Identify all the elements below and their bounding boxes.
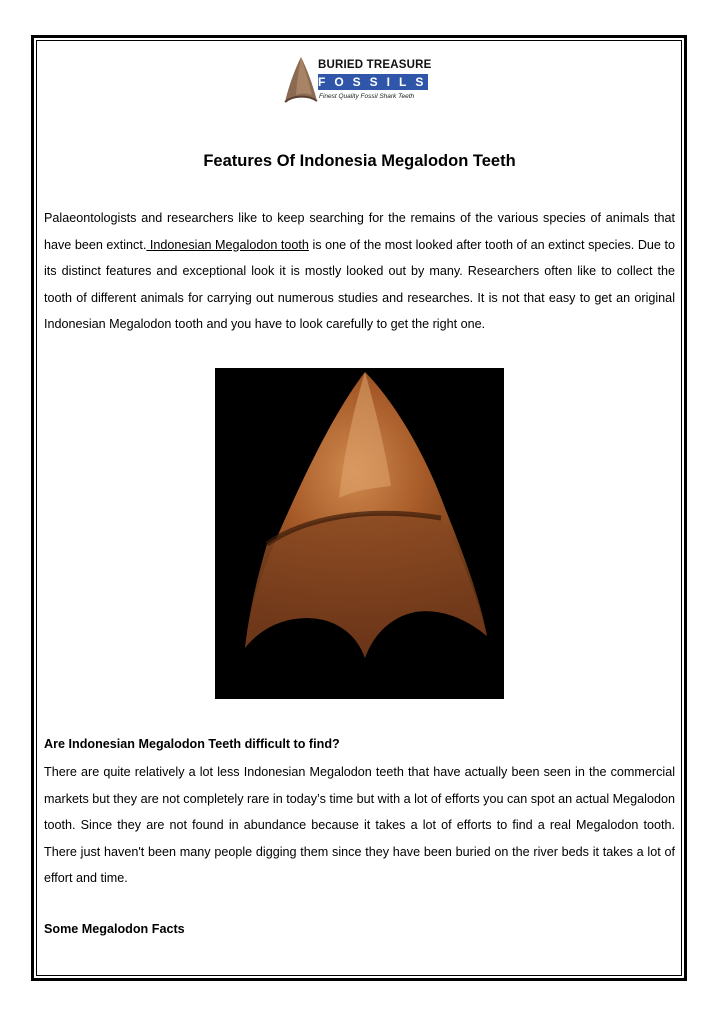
logo-text-fossils: FOSSILS bbox=[318, 75, 433, 89]
intro-paragraph bbox=[44, 205, 675, 338]
page-title: Features Of Indonesia Megalodon Teeth bbox=[203, 152, 516, 170]
intro-text-after: is one of the most looked after tooth of an extinct species. Due to its distinct features and exceptional look it is mostly looked out by many. Researchers often like to collect the tooth of different animals for carrying out numerous studies and researches. It is not that easy to get an original Indonesian Megalodon tooth and you have to look carefully to get the right one. bbox=[44, 237, 675, 331]
section-heading-megalodon-facts: Some Megalodon Facts bbox=[44, 922, 185, 936]
logo-tagline: Finest Quality Fossil Shark Teeth bbox=[319, 93, 415, 100]
section-heading-difficult-to-find: Are Indonesian Megalodon Teeth difficult to find? bbox=[44, 737, 340, 751]
section-paragraph-difficult-to-find: There are quite relatively a lot less Indonesian Megalodon teeth that have actually been seen in the commercial markets but they are not completely rare in today’s time but with a lot of efforts you can spot an actual Megalodon tooth. Since they are not found in abundance because it takes a lot of efforts to find a real Megalodon tooth. There just haven't been many people digging them since they have been buried on the river beds it takes a lot of effort and time. bbox=[44, 765, 675, 885]
logo-text-buried-treasure: BURIED TREASURE bbox=[318, 59, 432, 71]
megalodon-tooth-photo bbox=[215, 368, 504, 699]
intro-text-before: Palaeontologists and researchers like to keep searching for the remains of the various species of animals that have been extinct. bbox=[44, 211, 675, 252]
indonesian-megalodon-tooth-link[interactable]: Indonesian Megalodon tooth bbox=[146, 237, 309, 252]
